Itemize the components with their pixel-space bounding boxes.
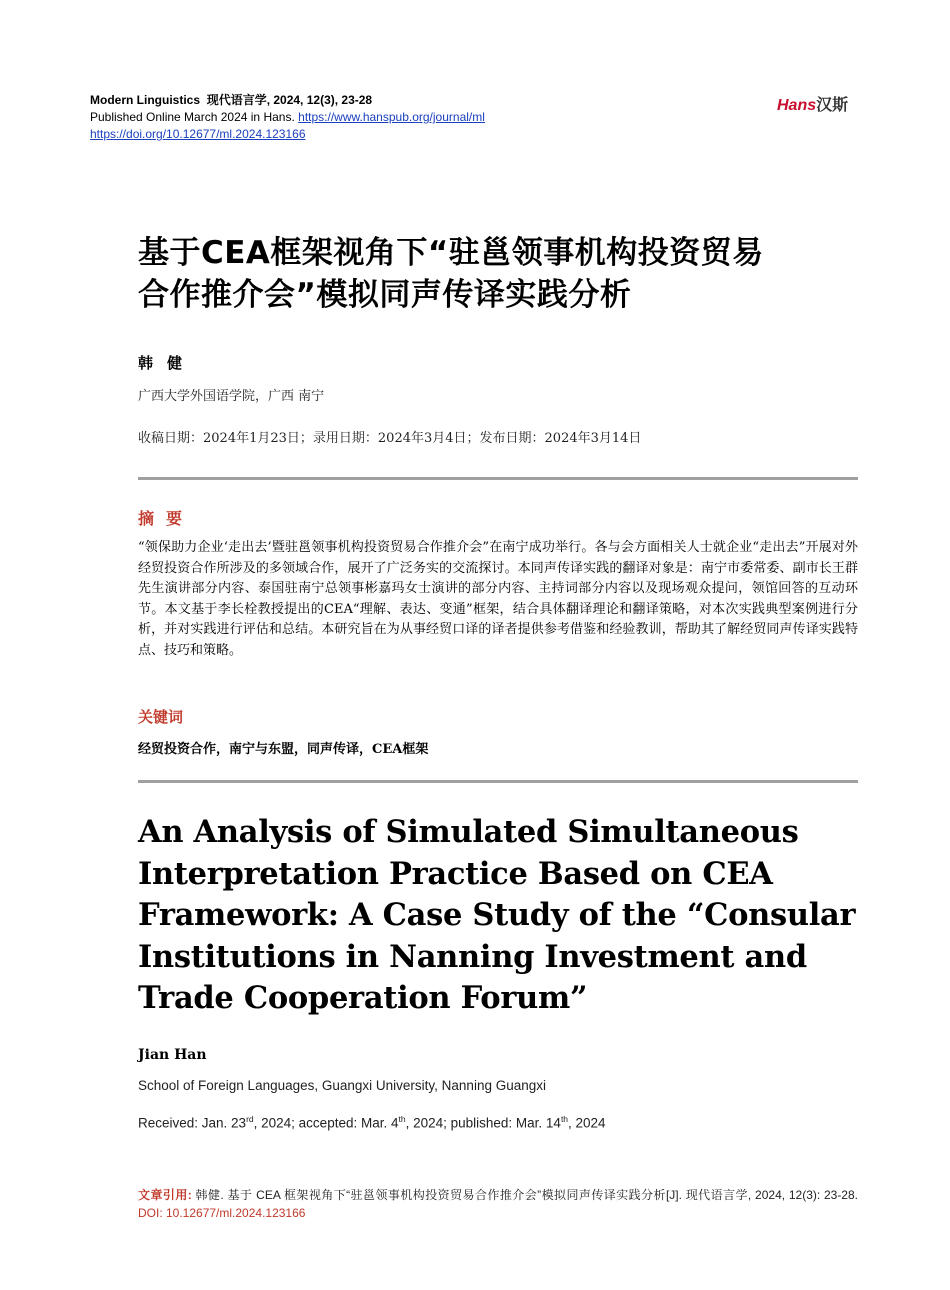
english-affiliation: School of Foreign Languages, Guangxi University, Nanning Guangxi xyxy=(138,1078,546,1093)
logo-cn: 汉斯 xyxy=(816,97,849,114)
english-dates: Received: Jan. 23rd, 2024; accepted: Mar. 4th, 2024; published: Mar. 14th, 2024 xyxy=(138,1114,606,1131)
chinese-title-line: 合作推介会”模拟同声传译实践分析 xyxy=(138,277,632,313)
english-title-line: Trade Cooperation Forum” xyxy=(138,980,588,1016)
journal-name: Modern Linguistics xyxy=(90,93,201,107)
divider xyxy=(138,780,858,783)
divider xyxy=(138,477,858,480)
published-online: Published Online March 2024 in Hans. xyxy=(90,110,295,124)
chinese-author: 韩健 xyxy=(138,354,197,372)
citation-text: 韩健. 基于 CEA 框架视角下“驻邕领事机构投资贸易合作推介会”模拟同声传译实践分析[J]. 现代语言学, 2024, 12(3): 23-28. xyxy=(195,1188,858,1202)
english-author: Jian Han xyxy=(138,1047,207,1063)
chinese-title xyxy=(138,232,858,316)
citation xyxy=(138,1186,858,1222)
chinese-affiliation: 广西大学外国语学院，广西 南宁 xyxy=(138,389,325,404)
chinese-abstract: “领保助力企业‘走出去’暨驻邕领事机构投资贸易合作推介会”在南宁成功举行。各与会方面相关人士就企业“走出去”开展对外经贸投资合作所涉及的多领域合作，展开了广泛务实的交流探讨。本同声传译实践的翻译对象是：南宁市委常委、副市长王群先生演讲部分内容、泰国驻南宁总领事彬嘉玛女士演讲的部分内容、主持词部分内容以及现场观众提问，领馆回答的互动环节。本文基于李长栓教授提出的CEA“理解、表达、变通”框架，结合具体翻译理论和翻译策略，对本次实践典型案例进行分析，并对实践进行评估和总结。本研究旨在为从事经贸口译的译者提供参考借鉴和经验教训，帮助其了解经贸同声传译实践特点、技巧和策略。 xyxy=(138,540,858,658)
english-title xyxy=(138,812,858,1020)
abstract-heading: 摘要 xyxy=(138,509,195,528)
english-title-line: Institutions in Nanning Investment and xyxy=(138,938,807,975)
english-title-line: Interpretation Practice Based on CEA xyxy=(138,855,773,892)
citation-label: 文章引用: xyxy=(138,1188,196,1202)
chinese-title-line: 基于CEA框架视角下“驻邕领事机构投资贸易 xyxy=(138,235,764,271)
citation-doi[interactable]: DOI: 10.12677/ml.2024.123166 xyxy=(138,1206,306,1220)
english-title-line: Framework: A Case Study of the “Consular xyxy=(138,897,856,933)
doi-link[interactable]: https://doi.org/10.12677/ml.2024.123166 xyxy=(90,127,306,141)
journal-link[interactable]: https://www.hanspub.org/journal/ml xyxy=(298,110,485,124)
journal-header xyxy=(90,92,860,143)
logo-en: Hans xyxy=(777,97,817,114)
journal-issue: 现代语言学, 2024, 12(3), 23-28 xyxy=(206,93,373,107)
hans-logo xyxy=(777,92,848,115)
chinese-dates: 收稿日期：2024年1月23日；录用日期：2024年3月4日；发布日期：2024年3月14日 xyxy=(138,431,642,446)
english-title-line: An Analysis of Simulated Simultaneous xyxy=(138,814,799,850)
keywords-heading: 关键词 xyxy=(138,708,184,726)
chinese-keywords: 经贸投资合作，南宁与东盟，同声传译，CEA框架 xyxy=(138,742,429,757)
